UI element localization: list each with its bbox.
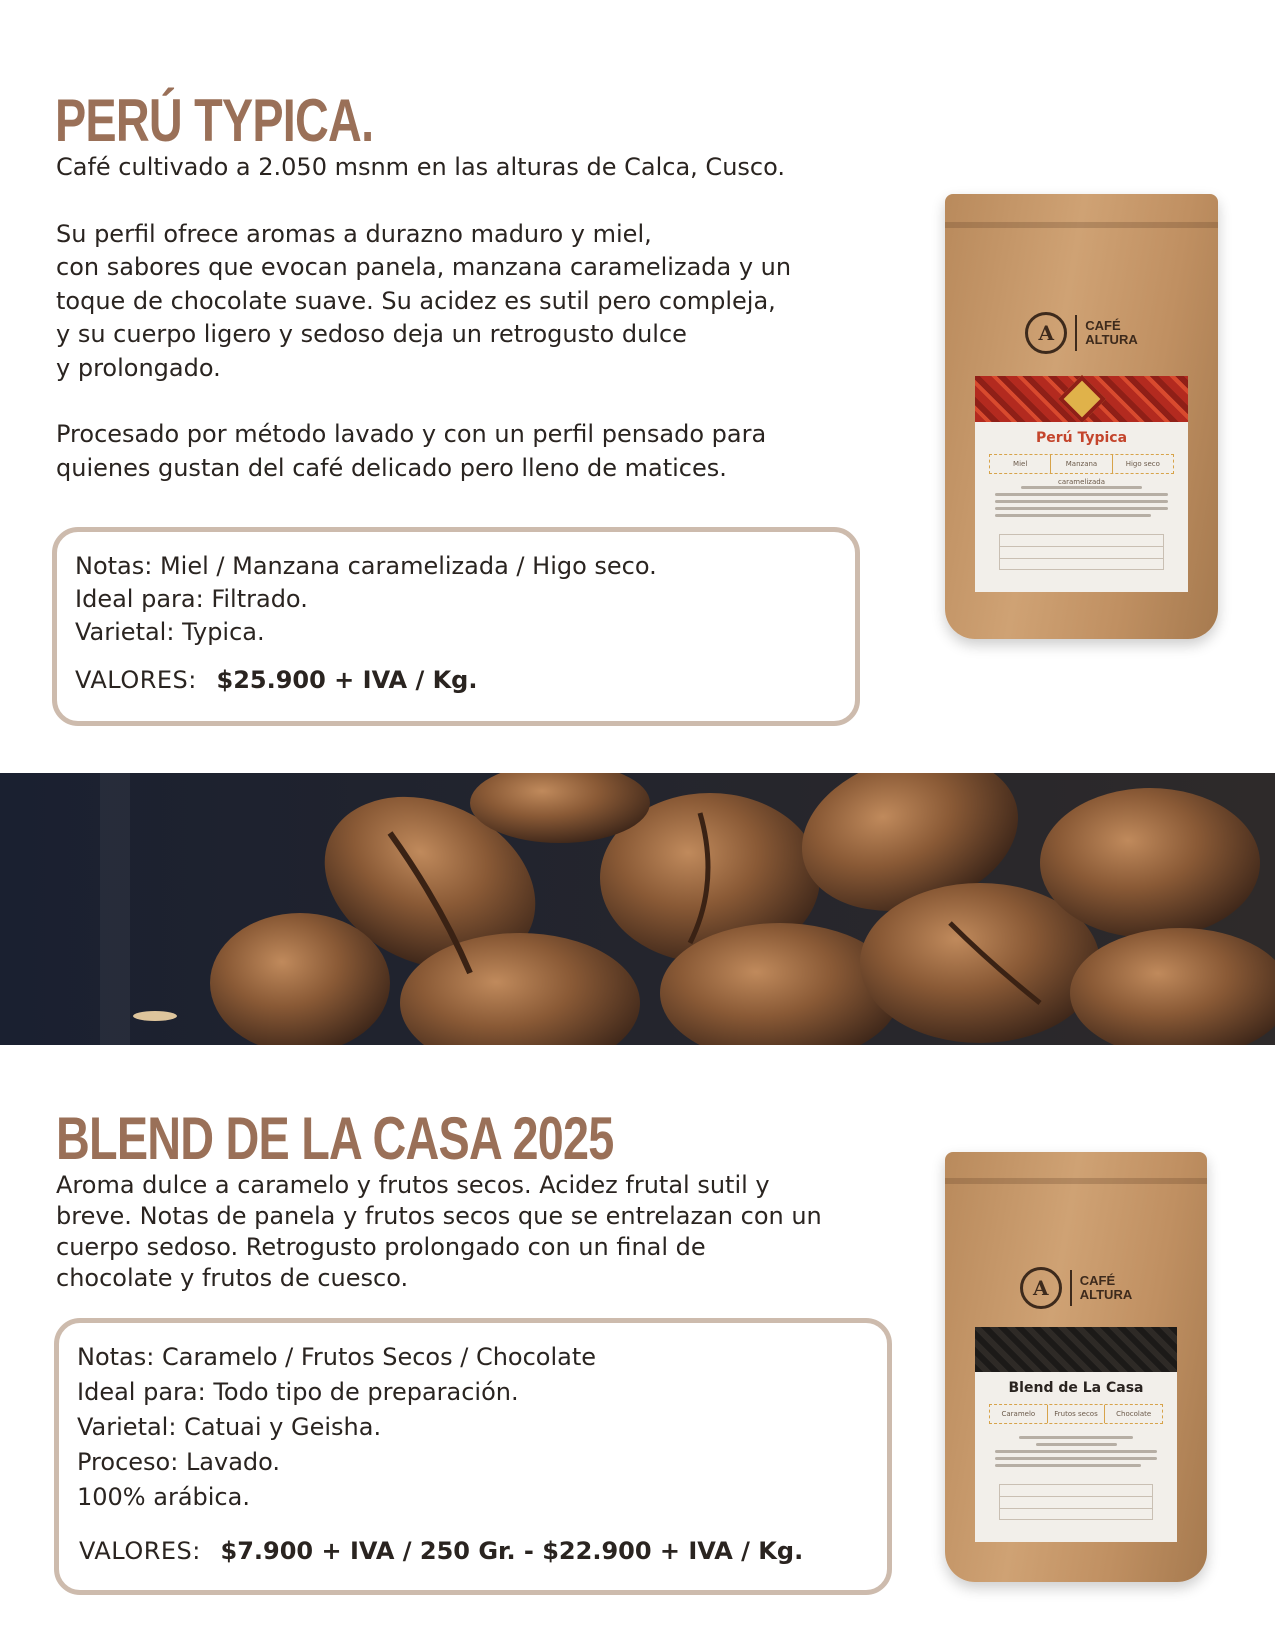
coffee-beans-photo [0, 773, 1275, 1045]
brand-logo-icon: A [1025, 312, 1067, 354]
bag-note: Caramelo [990, 1405, 1048, 1423]
price-row [79, 1537, 803, 1565]
bag-notes-row [989, 1404, 1163, 1424]
description-line: chocolate y frutos de cuesco. [56, 1264, 409, 1292]
product-bag-image [945, 1152, 1207, 1582]
product-title: BLEND DE LA CASA 2025 [56, 1105, 614, 1172]
description-line: Su perfil ofrece aromas a durazno maduro y miel, [56, 219, 652, 248]
notes-line: Notas: Miel / Manzana caramelizada / Higo seco. [75, 552, 657, 580]
product-description [56, 151, 791, 485]
price-label: VALORES: [79, 1537, 201, 1565]
coffee-beans-banner [0, 773, 1275, 1045]
andean-pattern-band [975, 376, 1188, 422]
brand-name-line: ALTURA [1085, 332, 1138, 347]
bag-note: Miel [990, 455, 1051, 473]
varietal-line: Varietal: Typica. [75, 618, 265, 646]
description-line: toque de chocolate suave. Su acidez es sutil pero compleja, [56, 286, 776, 315]
product-bag-image [945, 194, 1218, 639]
bag-product-name: Perú Typica [1035, 430, 1128, 446]
varietal-line: Varietal: Catuai y Geisha. [77, 1413, 382, 1441]
price-label: VALORES: [75, 666, 197, 694]
product-title: PERÚ TYPICA. [55, 87, 374, 154]
description-line: cuerpo sedoso. Retrogusto prolongado con un final de [56, 1233, 706, 1261]
bag-note: Higo seco [1125, 460, 1160, 468]
description-line: con sabores que evocan panela, manzana caramelizada y un [56, 253, 792, 281]
bag-notes-row [989, 454, 1174, 486]
product-description [56, 1170, 822, 1294]
description-line: breve. Notas de panela y frutos secos que se entrelazan con un [56, 1202, 822, 1230]
notes-line: Notas: Caramelo / Frutos Secos / Chocolate [77, 1343, 597, 1371]
bag-product-name: Blend de La Casa [1008, 1380, 1144, 1396]
brand-name-line: CAFÉ [1079, 1273, 1116, 1288]
description-line: quienes gustan del café delicado pero lleno de matices. [56, 453, 727, 482]
bag-note: Chocolate [1116, 1410, 1152, 1418]
dark-pattern-band [975, 1327, 1177, 1372]
arabica-line: 100% arábica. [77, 1483, 250, 1511]
product-info-box [54, 1318, 892, 1595]
price-value: $7.900 + IVA / 250 Gr. - $22.900 + IVA / Kg. [220, 1537, 804, 1565]
bag-note: Frutos secos [1048, 1405, 1106, 1423]
bag-note: Manzana caramelizada [1051, 455, 1112, 473]
ideal-for-line: Ideal para: Todo tipo de preparación. [77, 1378, 519, 1406]
brand-name-line: CAFÉ [1085, 318, 1121, 333]
bag-fine-print [995, 1436, 1157, 1471]
description-line: Procesado por método lavado y con un perfil pensado para [56, 420, 767, 448]
price-value: $25.900 + IVA / Kg. [216, 666, 478, 694]
description-line: Café cultivado a 2.050 msnm en las alturas de Calca, Cusco. [56, 153, 785, 181]
description-line: y su cuerpo ligero y sedoso deja un retrogusto dulce [56, 320, 687, 348]
brand-name-line: ALTURA [1079, 1287, 1133, 1302]
product-info-box [52, 527, 860, 726]
bag-spec-table [999, 1484, 1153, 1520]
ideal-for-line: Ideal para: Filtrado. [75, 585, 308, 613]
process-line: Proceso: Lavado. [77, 1448, 281, 1476]
description-line: y prolongado. [56, 353, 221, 382]
price-row [75, 666, 477, 694]
description-line: Aroma dulce a caramelo y frutos secos. Acidez frutal sutil y [56, 1171, 770, 1199]
bag-fine-print [995, 486, 1168, 521]
brand-logo-icon: A [1020, 1267, 1062, 1309]
bag-spec-table [999, 534, 1164, 570]
